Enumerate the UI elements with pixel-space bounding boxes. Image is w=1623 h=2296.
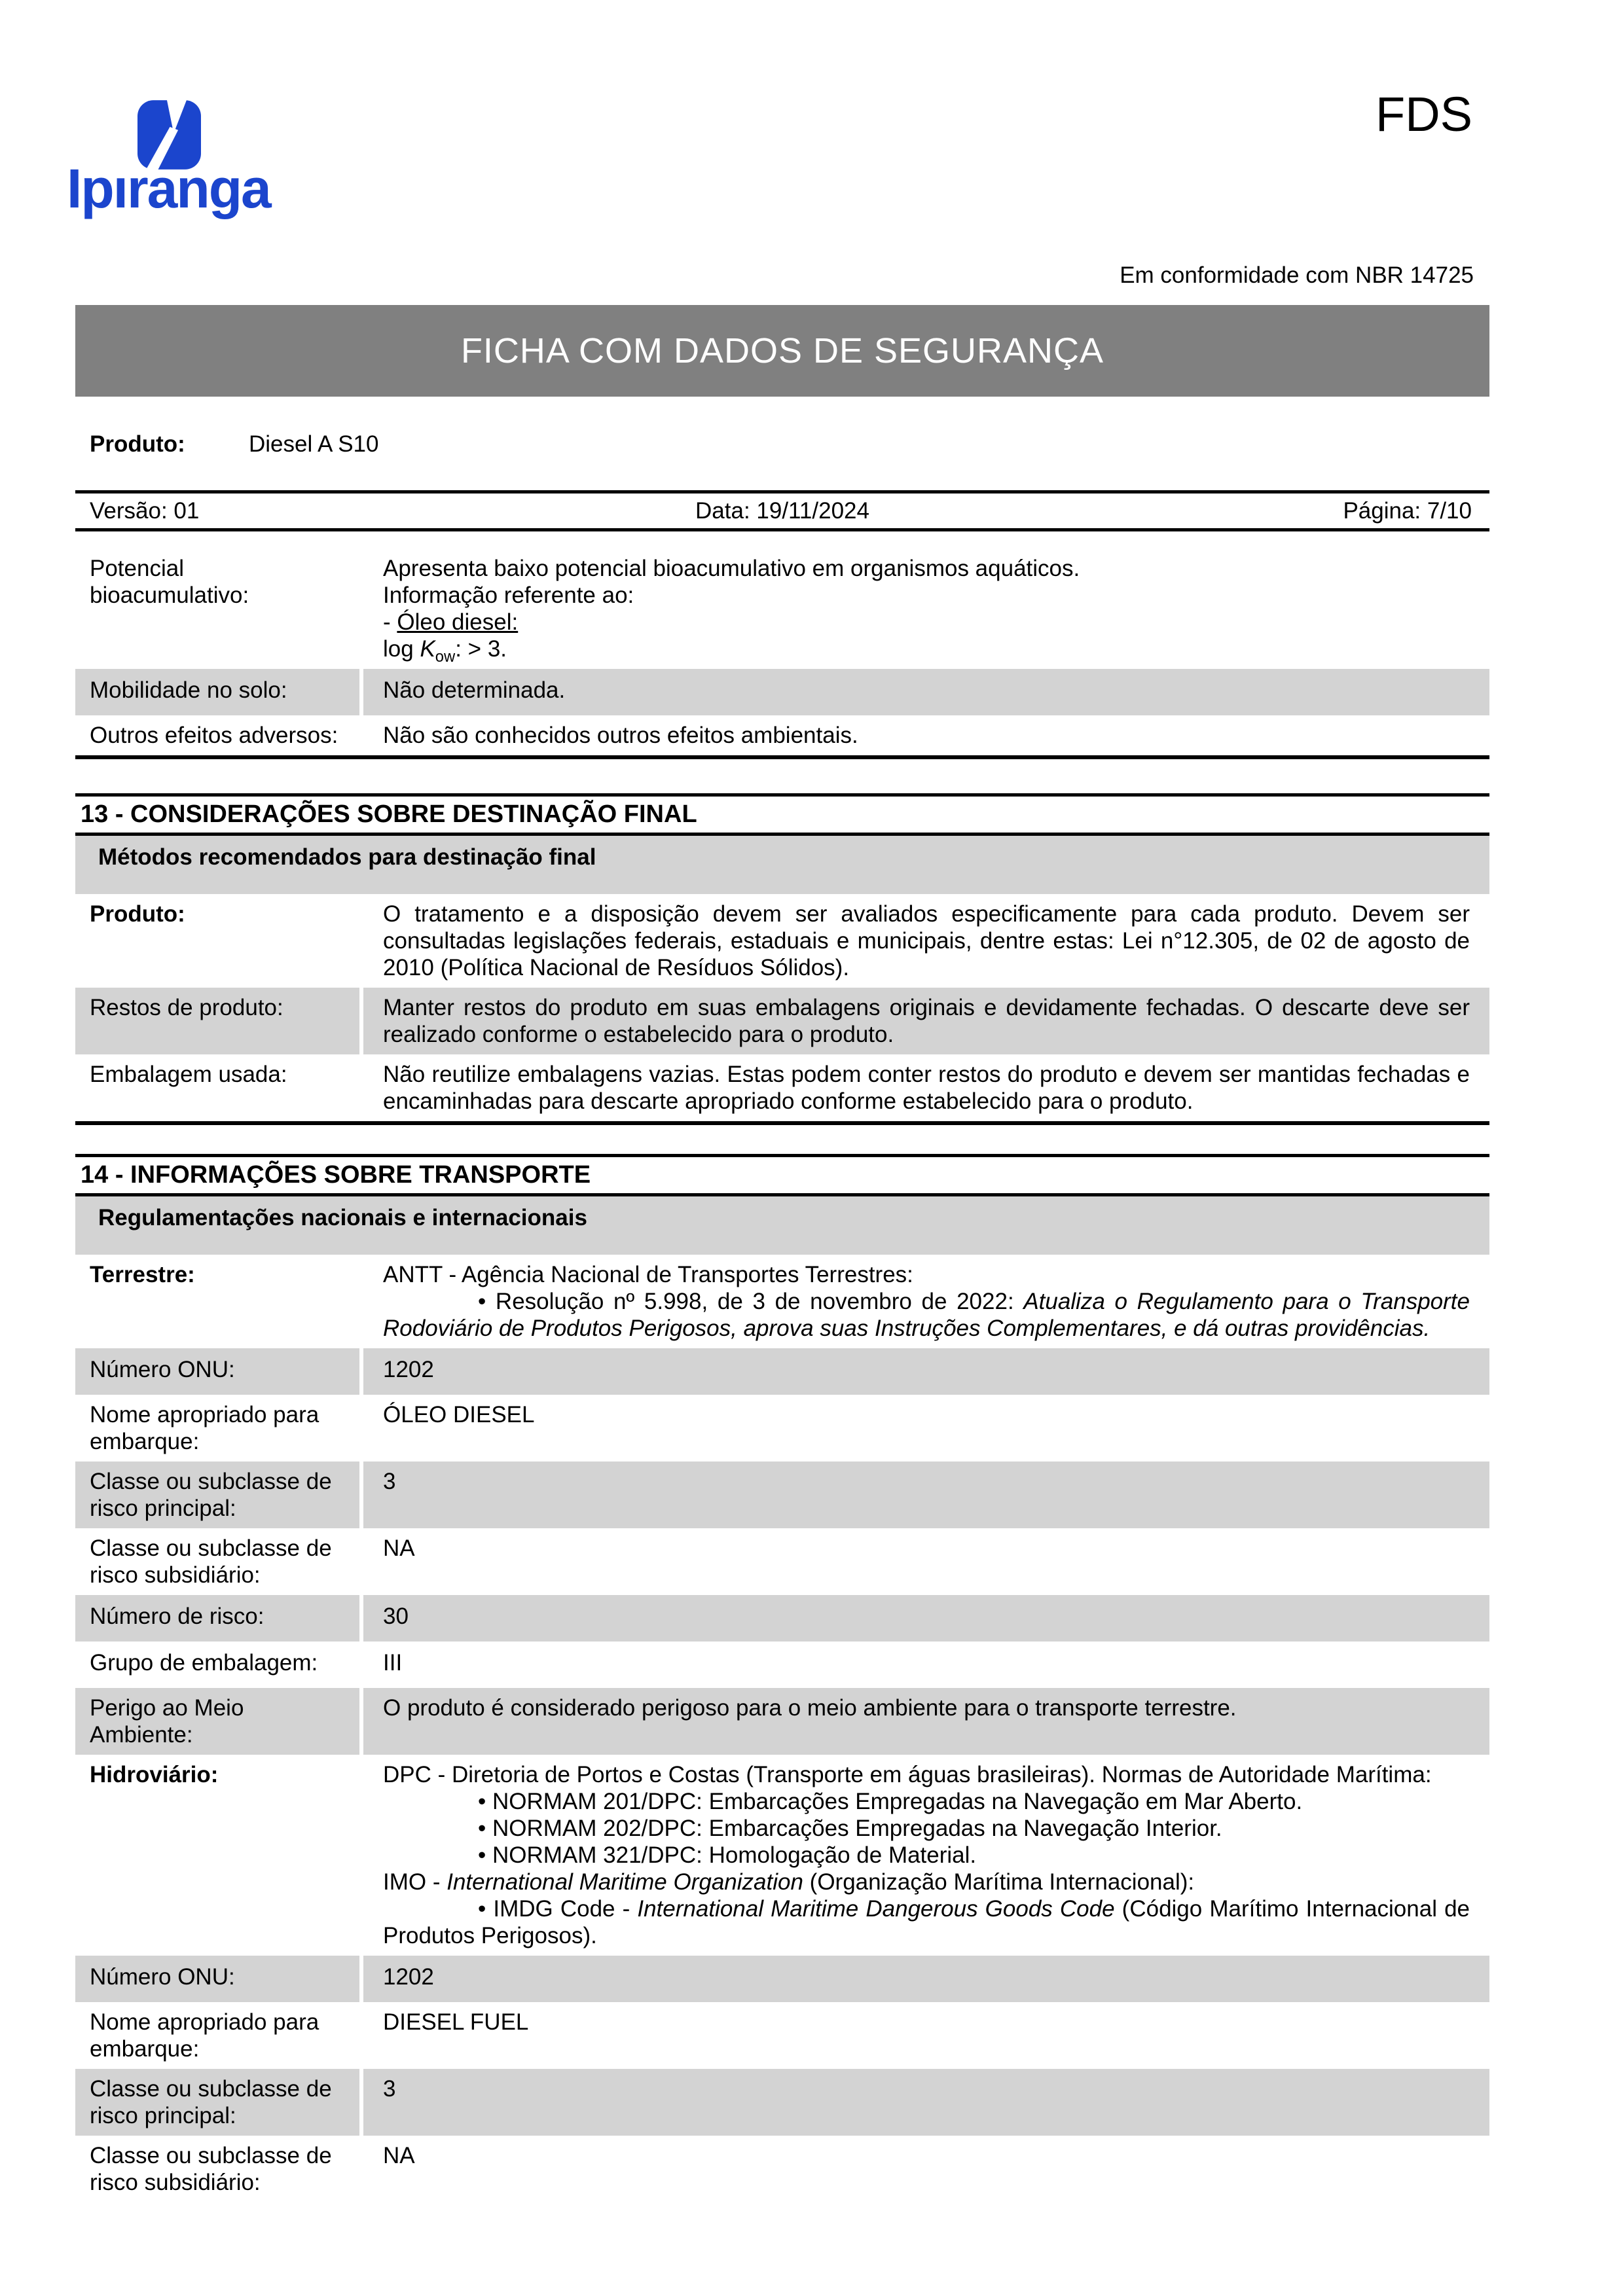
text-segment: Óleo diesel: xyxy=(397,609,519,635)
table-row xyxy=(75,1956,1489,2002)
text-segment: DPC - Diretoria de Portos e Costas (Transporte em águas brasileiras). Normas de Autoridade Marítima: xyxy=(383,1762,1432,1787)
paragraph xyxy=(383,1869,1470,1895)
text-segment: 3 xyxy=(383,2076,396,2102)
row-label: Número ONU: xyxy=(75,1348,359,1395)
table-row xyxy=(75,1528,1489,1595)
row-value xyxy=(363,2002,1489,2069)
row-value xyxy=(363,1755,1489,1956)
table-destinacao-final xyxy=(75,894,1489,1121)
table-row xyxy=(75,1755,1489,1956)
row-value xyxy=(363,1528,1489,1595)
text-segment: NA xyxy=(383,1535,415,1561)
row-label: Classe ou subclasse de risco subsidiário: xyxy=(90,2143,332,2195)
row-value xyxy=(363,715,1489,755)
row-value xyxy=(363,1688,1489,1755)
row-value xyxy=(363,1054,1489,1121)
section-header-14: 14 - INFORMAÇÕES SOBRE TRANSPORTE xyxy=(75,1154,1489,1196)
text-segment: 3 xyxy=(383,1469,396,1494)
row-value xyxy=(363,894,1489,988)
paragraph xyxy=(383,677,1470,704)
paragraph xyxy=(383,1603,1470,1630)
row-label: Nome apropriado para embarque: xyxy=(90,2009,319,2062)
date-field: Data: 19/11/2024 xyxy=(695,498,869,524)
row-value xyxy=(363,1956,1489,2002)
text-segment: • NORMAM 201/DPC: Embarcações Empregadas na Navegação em Mar Aberto. xyxy=(478,1789,1303,1814)
paragraph xyxy=(383,1401,1470,1428)
table-row xyxy=(75,2136,1489,2202)
row-value xyxy=(363,988,1489,1054)
paragraph xyxy=(383,1649,1470,1676)
subheader-regulamentacoes: Regulamentações nacionais e internacionais xyxy=(75,1196,1489,1255)
paragraph xyxy=(383,1261,1470,1288)
doc-type-label: FDS xyxy=(1376,87,1472,141)
product-label: Produto: xyxy=(90,431,185,457)
text-segment: • NORMAM 321/DPC: Homologação de Material. xyxy=(478,1842,977,1868)
row-label: Número ONU: xyxy=(75,1956,359,2002)
paragraph xyxy=(383,1842,1470,1869)
text-segment: ÓLEO DIESEL xyxy=(383,1402,535,1427)
text-segment: (Código Marítimo Internacional de Produtos Perigosos). xyxy=(383,1896,1470,1948)
subheader-metodos: Métodos recomendados para destinação final xyxy=(75,836,1489,894)
row-label: Hidroviário: xyxy=(90,1762,219,1787)
row-value xyxy=(363,1255,1489,1348)
paragraph xyxy=(383,1788,1470,1815)
document-title-bar: FICHA COM DADOS DE SEGURANÇA xyxy=(75,305,1489,397)
text-segment: ow xyxy=(435,648,456,666)
text-segment: Informação referente ao: xyxy=(383,583,634,608)
row-label: Classe ou subclasse de risco principal: xyxy=(75,2069,359,2136)
paragraph xyxy=(383,2009,1470,2036)
paragraph xyxy=(383,1468,1470,1495)
text-segment: log xyxy=(383,636,420,662)
table-row xyxy=(75,988,1489,1054)
text-segment: - xyxy=(383,609,397,635)
row-label: Classe ou subclasse de risco principal: xyxy=(75,1462,359,1528)
paragraph xyxy=(383,1695,1470,1721)
row-value xyxy=(363,1348,1489,1395)
text-segment: O produto é considerado perigoso para o meio ambiente para o transporte terrestre. xyxy=(383,1695,1237,1721)
text-segment: (Organização Marítima Internacional): xyxy=(803,1869,1195,1895)
table-row xyxy=(75,2002,1489,2069)
table-row xyxy=(75,1688,1489,1755)
paragraph xyxy=(383,1895,1470,1949)
version-field: Versão: 01 xyxy=(90,498,200,524)
paragraph xyxy=(383,609,1470,636)
row-label: Número de risco: xyxy=(75,1595,359,1641)
table-row xyxy=(75,1641,1489,1688)
paragraph xyxy=(383,901,1470,981)
text-segment: Atualiza o Regulamento para o Transporte Rodoviário de Produtos Perigosos, aprova suas Instruções Complementares, e dá outras providências. xyxy=(383,1289,1470,1341)
paragraph xyxy=(383,1288,1470,1342)
page-content xyxy=(75,305,1489,2202)
text-segment: • NORMAM 202/DPC: Embarcações Empregadas na Navegação Interior. xyxy=(478,1816,1222,1841)
paragraph xyxy=(383,994,1470,1048)
table-row xyxy=(75,548,1489,669)
paragraph xyxy=(383,1535,1470,1562)
text-segment: • IMDG Code - xyxy=(478,1896,638,1922)
text-segment: Manter restos do produto em suas embalagens originais e devidamente fechadas. O descarte deve ser realizado conforme o estabelecido para o produto. xyxy=(383,995,1470,1047)
table-row xyxy=(75,1054,1489,1121)
row-value xyxy=(363,2069,1489,2136)
paragraph xyxy=(383,1061,1470,1115)
row-label: Produto: xyxy=(90,901,185,927)
text-segment: Apresenta baixo potencial bioacumulativo em organismos aquáticos. xyxy=(383,556,1080,581)
row-value xyxy=(363,1395,1489,1462)
paragraph xyxy=(383,1761,1470,1788)
paragraph xyxy=(383,2142,1470,2169)
table-row xyxy=(75,2069,1489,2136)
table-row xyxy=(75,1395,1489,1462)
product-value: Diesel A S10 xyxy=(249,431,379,457)
row-label: Perigo ao Meio Ambiente: xyxy=(75,1688,359,1755)
text-segment: K xyxy=(420,636,435,662)
row-label: Grupo de embalagem: xyxy=(90,1650,318,1676)
row-value xyxy=(363,669,1489,715)
text-segment: 1202 xyxy=(383,1964,434,1990)
text-segment: International Maritime Dangerous Goods Code xyxy=(637,1896,1115,1922)
paragraph xyxy=(383,1356,1470,1383)
text-segment: ANTT - Agência Nacional de Transportes Terrestres: xyxy=(383,1262,913,1287)
table-row xyxy=(75,1255,1489,1348)
paragraph xyxy=(383,582,1470,609)
brand-logo xyxy=(65,98,275,295)
row-label: Outros efeitos adversos: xyxy=(90,723,338,748)
version-row xyxy=(75,490,1489,531)
row-label: Nome apropriado para embarque: xyxy=(90,1402,319,1454)
paragraph xyxy=(383,722,1470,749)
table-transporte xyxy=(75,1255,1489,2202)
text-segment: O tratamento e a disposição devem ser avaliados especificamente para cada produto. Devem ser consultadas legislações federais, estaduais e municipais, dentre estas: Lei n°12.305, de 02 de agosto de 2010 (Política Nacional de Resíduos Sólidos). xyxy=(383,901,1470,980)
row-value xyxy=(363,1595,1489,1641)
row-value xyxy=(363,548,1489,669)
text-segment: Não determinada. xyxy=(383,677,566,703)
text-segment: 30 xyxy=(383,1604,409,1629)
table-ecotoxicology xyxy=(75,548,1489,755)
table-row xyxy=(75,669,1489,715)
paragraph xyxy=(383,1815,1470,1842)
row-value xyxy=(363,1641,1489,1688)
row-label: Mobilidade no solo: xyxy=(75,669,359,715)
text-segment: III xyxy=(383,1650,403,1676)
table-end-rule xyxy=(75,755,1489,759)
text-segment: NA xyxy=(383,2143,415,2168)
text-segment: 1202 xyxy=(383,1357,434,1382)
product-line xyxy=(75,431,1489,457)
paragraph xyxy=(383,555,1470,582)
text-segment: IMO - xyxy=(383,1869,447,1895)
text-segment: • Resolução nº 5.998, de 3 de novembro de 2022: xyxy=(478,1289,1024,1314)
section-header-13: 13 - CONSIDERAÇÕES SOBRE DESTINAÇÃO FINAL xyxy=(75,793,1489,836)
paragraph xyxy=(383,636,1470,666)
text-segment: Não reutilize embalagens vazias. Estas podem conter restos do produto e devem ser mantidas fechadas e encaminhadas para descarte apropriado conforme estabelecido para o produto. xyxy=(383,1062,1470,1114)
row-label: Restos de produto: xyxy=(75,988,359,1054)
compliance-note: Em conformidade com NBR 14725 xyxy=(1120,262,1474,288)
table-end-rule xyxy=(75,1121,1489,1125)
row-label: Classe ou subclasse de risco subsidiário: xyxy=(90,1535,332,1588)
row-value xyxy=(363,2136,1489,2202)
row-label: Terrestre: xyxy=(90,1262,195,1287)
row-label: Embalagem usada: xyxy=(90,1062,287,1087)
text-segment: International Maritime Organization xyxy=(447,1869,803,1895)
text-segment: Não são conhecidos outros efeitos ambientais. xyxy=(383,723,858,748)
brand-wordmark: Ipıranga xyxy=(67,158,270,219)
text-segment: : > 3. xyxy=(455,636,507,662)
text-segment: DIESEL FUEL xyxy=(383,2009,529,2035)
row-value xyxy=(363,1462,1489,1528)
table-row xyxy=(75,715,1489,755)
row-label: Potencial bioacumulativo: xyxy=(90,556,249,608)
page-number-field: Página: 7/10 xyxy=(1343,498,1472,524)
page-header xyxy=(0,0,1623,305)
paragraph xyxy=(383,1964,1470,1990)
table-row xyxy=(75,1462,1489,1528)
table-row xyxy=(75,894,1489,988)
table-row xyxy=(75,1595,1489,1641)
paragraph xyxy=(383,2075,1470,2102)
table-row xyxy=(75,1348,1489,1395)
